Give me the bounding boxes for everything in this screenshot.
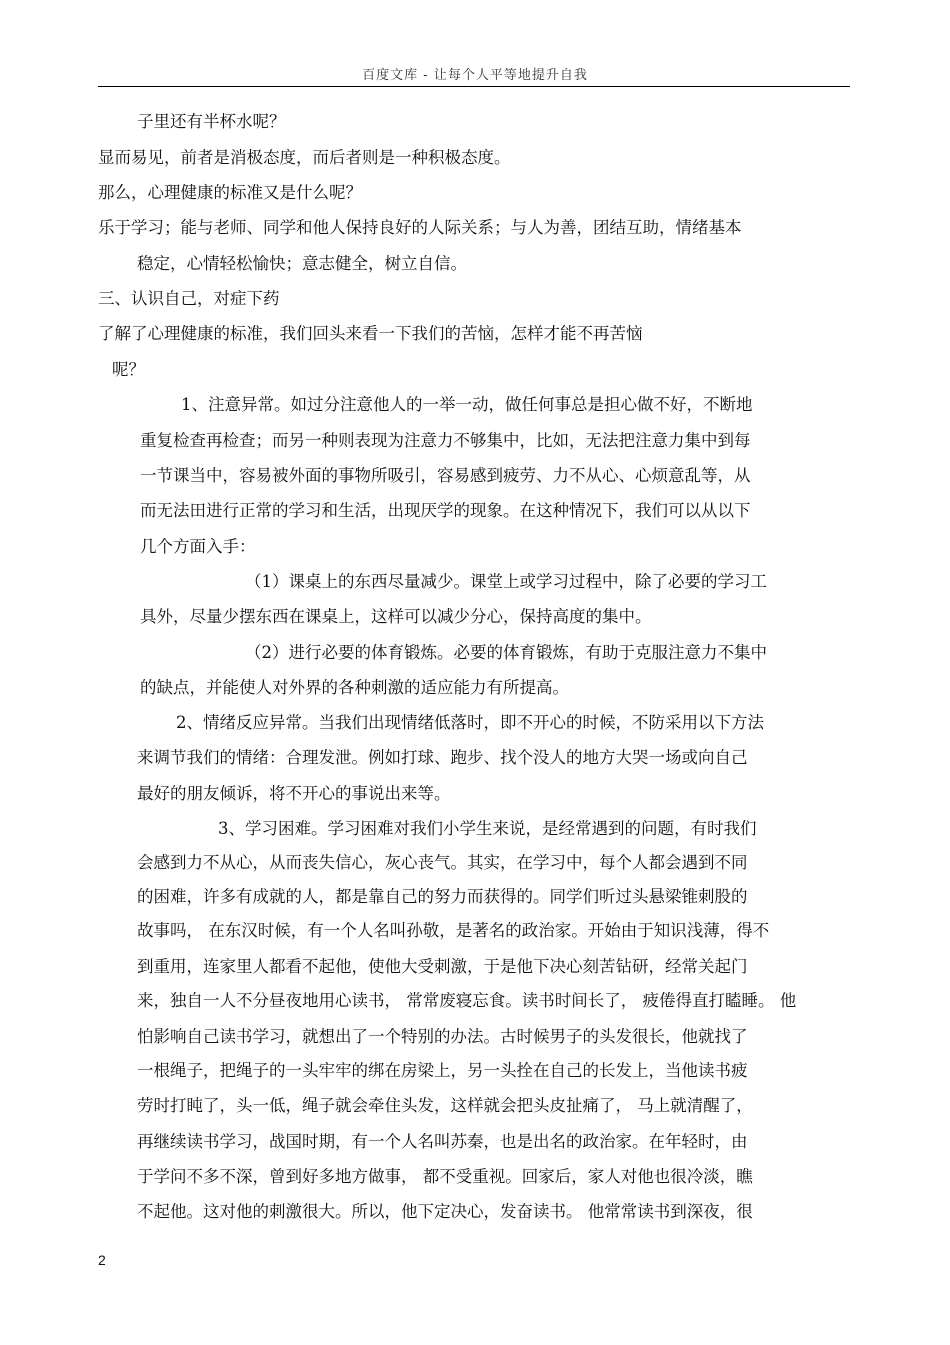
text-line: 的缺点，并能使人对外界的各种刺激的适应能力有所提高。 [140, 678, 569, 697]
text-line: 1、注意异常。如过分注意他人的一举一动，做任何事总是担心做不好，不断地 [181, 395, 753, 414]
text-line: 显而易见，前者是消极态度，而后者则是一种积极态度。 [98, 148, 511, 167]
text-line: 故事吗， 在东汉时候，有一个人名叫孙敬，是著名的政治家。开始由于知识浅薄，得不 [137, 921, 770, 940]
text-line: 而无法田进行正常的学习和生活，出现厌学的现象。在这种情况下，我们可以从以下 [140, 501, 751, 520]
text-line: 于学问不多不深，曾到好多地方做事， 都不受重视。回家后，家人对他也很冷淡，瞧 [137, 1167, 753, 1186]
text-line: 劳时打盹了，头一低，绳子就会牵住头发，这样就会把头皮扯痛了， 马上就清醒了， [137, 1096, 753, 1115]
text-line: 的困难，许多有成就的人，都是靠自己的努力而获得的。同学们听过头悬梁锥刺股的 [137, 887, 748, 906]
text-line: 那么，心理健康的标准又是什么呢？ [98, 183, 362, 202]
text-line: 稳定，心情轻松愉快；意志健全，树立自信。 [137, 254, 467, 273]
text-line: 再继续读书学习，战国时期，有一个人名叫苏秦，也是出名的政治家。在年轻时，由 [137, 1132, 748, 1151]
text-line: 了解了心理健康的标准，我们回头来看一下我们的苦恼，怎样才能不再苦恼 [98, 324, 643, 343]
text-line: 呢？ [112, 360, 145, 379]
text-line: 乐于学习；能与老师、同学和他人保持良好的人际关系；与人为善，团结互助，情绪基本 [98, 218, 742, 237]
page-header: 百度文库 - 让每个人平等地提升自我 [362, 68, 588, 83]
text-line: 来，独自一人不分昼夜地用心读书， 常常废寝忘食。读书时间长了， 疲倦得直打瞌睡。 他 [137, 991, 797, 1010]
text-line: 到重用，连家里人都看不起他，使他大受刺激，于是他下决心刻苦钻研，经常关起门 [137, 957, 748, 976]
text-line: 怕影响自己读书学习，就想出了一个特别的办法。古时候男子的头发很长，他就找了 [137, 1027, 748, 1046]
text-line: 具外，尽量少摆东西在课桌上，这样可以减少分心，保持高度的集中。 [140, 607, 652, 626]
text-line: 2、情绪反应异常。当我们出现情绪低落时，即不开心的时候，不防采用以下方法 [176, 713, 764, 732]
text-line: 最好的朋友倾诉，将不开心的事说出来等。 [137, 784, 451, 803]
text-line: 重复检查再检查；而另一种则表现为注意力不够集中，比如，无法把注意力集中到每 [140, 431, 751, 450]
text-line: 子里还有半杯水呢？ [137, 112, 286, 131]
text-line: 一节课当中，容易被外面的事物所吸引，容易感到疲劳、力不从心、心烦意乱等，从 [140, 466, 751, 485]
text-line: 几个方面入手： [140, 537, 256, 556]
page-number: 2 [98, 1252, 106, 1268]
text-line: （1）课桌上的东西尽量减少。课堂上或学习过程中，除了必要的学习工 [245, 572, 767, 591]
text-line: 来调节我们的情绪：合理发泄。例如打球、跑步、找个没人的地方大哭一场或向自己 [137, 748, 748, 767]
text-line: （2）进行必要的体育锻炼。必要的体育锻炼，有助于克服注意力不集中 [245, 643, 767, 662]
text-line: 会感到力不从心，从而丧失信心，灰心丧气。其实，在学习中，每个人都会遇到不同 [137, 853, 748, 872]
header-divider [98, 86, 850, 87]
text-line: 不起他。这对他的刺激很大。所以，他下定决心，发奋读书。 他常常读书到深夜，很 [137, 1202, 753, 1221]
section-heading: 三、认识自己，对症下药 [98, 289, 280, 308]
text-line: 一根绳子，把绳子的一头牢牢的绑在房梁上，另一头拴在自己的长发上，当他读书疲 [137, 1061, 748, 1080]
text-line: 3、学习困难。学习困难对我们小学生来说，是经常遇到的问题，有时我们 [218, 819, 757, 838]
